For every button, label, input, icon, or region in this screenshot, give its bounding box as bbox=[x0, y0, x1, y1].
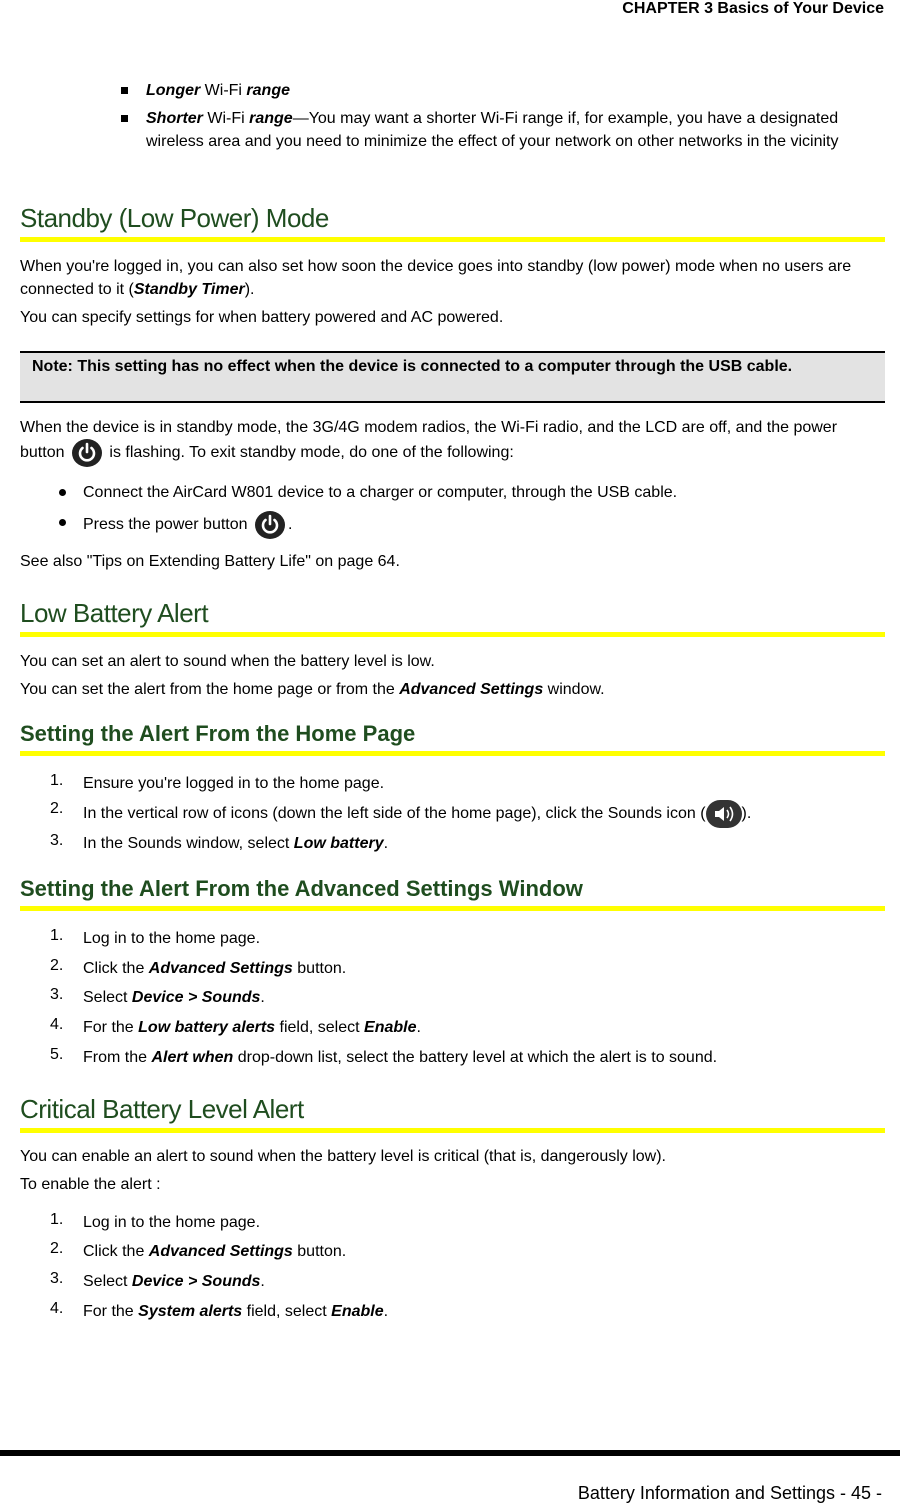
text: . bbox=[383, 1303, 389, 1320]
bold-term: Device > Sounds bbox=[131, 989, 261, 1006]
power-icon bbox=[72, 439, 102, 467]
step-number: 1. bbox=[50, 1211, 64, 1228]
home-step-3 bbox=[83, 832, 883, 855]
text: . bbox=[383, 835, 389, 852]
bullet-longer-range bbox=[146, 79, 886, 102]
bullet-dot bbox=[59, 519, 66, 526]
standby-paragraph-3 bbox=[20, 416, 880, 467]
bold-term: Alert when bbox=[151, 1049, 234, 1066]
section-rule bbox=[20, 751, 885, 756]
power-icon bbox=[255, 511, 285, 539]
text: Press the power button bbox=[83, 516, 248, 534]
step-number: 1. bbox=[50, 927, 64, 944]
step-number: 2. bbox=[50, 957, 64, 974]
crit-step-2 bbox=[83, 1240, 883, 1263]
text: When you're logged in, you can also set how soon the device goes into standby (low power) mode when no users are connected to it ( bbox=[20, 258, 852, 298]
text: button. bbox=[292, 1243, 347, 1260]
adv-step-4 bbox=[83, 1016, 883, 1039]
chapter-header: CHAPTER 3 Basics of Your Device bbox=[622, 0, 884, 17]
standby-paragraph-1 bbox=[20, 255, 880, 301]
note-box bbox=[20, 351, 885, 403]
text: From the bbox=[83, 1049, 152, 1066]
step-number: 1. bbox=[50, 772, 64, 789]
bold-term: Advanced Settings bbox=[148, 1243, 293, 1260]
standby-bullet-2 bbox=[83, 511, 883, 539]
bullet-square bbox=[121, 115, 128, 122]
low-battery-paragraph-1: You can set an alert to sound when the battery level is low. bbox=[20, 653, 435, 670]
text: . bbox=[288, 516, 293, 534]
text: field, select bbox=[242, 1303, 332, 1320]
advanced-settings-label: Advanced Settings bbox=[399, 681, 544, 698]
text: Click the bbox=[83, 1243, 149, 1260]
bullet-dot bbox=[59, 489, 66, 496]
step-number: 4. bbox=[50, 1016, 64, 1033]
note-text: Note: This setting has no effect when the device is connected to a computer through the USB cable. bbox=[32, 358, 793, 375]
adv-step-1: Log in to the home page. bbox=[83, 930, 261, 947]
step-number: 3. bbox=[50, 1270, 64, 1287]
text: In the vertical row of icons (down the left side of the home page), click the Sounds icon ( bbox=[83, 805, 706, 823]
low-battery-label: Low battery bbox=[293, 835, 384, 852]
crit-step-4 bbox=[83, 1300, 883, 1323]
adv-step-2 bbox=[83, 957, 883, 980]
text: . bbox=[260, 1273, 265, 1290]
step-number: 2. bbox=[50, 800, 64, 817]
subsection-title-home-page: Setting the Alert From the Home Page bbox=[20, 721, 416, 746]
crit-step-3 bbox=[83, 1270, 883, 1293]
bullet-text: —You may want a shorter Wi-Fi range if, for example, you have a designated wireless area and you need to minimize the effect of your network on other networks in the vicinity bbox=[146, 110, 839, 150]
bold-term: System alerts bbox=[138, 1303, 243, 1320]
bullet-bold: Shorter bbox=[146, 110, 203, 127]
standby-paragraph-2: You can specify settings for when battery powered and AC powered. bbox=[20, 309, 504, 326]
text: You can set the alert from the home page or from the bbox=[20, 681, 400, 698]
text: . bbox=[260, 989, 265, 1006]
text: In the Sounds window, select bbox=[83, 835, 294, 852]
crit-step-1: Log in to the home page. bbox=[83, 1214, 261, 1231]
subsection-title-advanced-window: Setting the Alert From the Advanced Settings Window bbox=[20, 876, 583, 901]
bold-term: Advanced Settings bbox=[148, 960, 293, 977]
sounds-icon bbox=[706, 800, 742, 828]
step-number: 4. bbox=[50, 1300, 64, 1317]
section-title-critical: Critical Battery Level Alert bbox=[20, 1094, 304, 1124]
bullet-text: Wi-Fi bbox=[202, 110, 250, 127]
critical-paragraph-2: To enable the alert : bbox=[20, 1176, 161, 1193]
text: drop-down list, select the battery level at which the alert is to sound. bbox=[233, 1049, 718, 1066]
bold-term: Enable bbox=[331, 1303, 384, 1320]
adv-step-5 bbox=[83, 1046, 883, 1069]
text: For the bbox=[83, 1019, 139, 1036]
bold-term: Enable bbox=[364, 1019, 417, 1036]
bullet-bold: Longer bbox=[146, 82, 201, 99]
page-footer: Battery Information and Settings - 45 - bbox=[577, 1483, 882, 1503]
bullet-square bbox=[121, 87, 128, 94]
standby-timer-label: Standby Timer bbox=[133, 281, 245, 298]
text: Select bbox=[83, 989, 132, 1006]
bullet-bold: range bbox=[249, 110, 293, 127]
see-also: See also "Tips on Extending Battery Life" on page 64. bbox=[20, 553, 400, 570]
bold-term: Low battery alerts bbox=[138, 1019, 276, 1036]
step-number: 5. bbox=[50, 1046, 64, 1063]
section-rule bbox=[20, 1128, 885, 1133]
home-step-2 bbox=[83, 800, 893, 828]
bullet-bold: range bbox=[246, 82, 290, 99]
text: button. bbox=[292, 960, 347, 977]
section-rule bbox=[20, 632, 885, 637]
step-number: 3. bbox=[50, 986, 64, 1003]
text: Select bbox=[83, 1273, 132, 1290]
section-title-standby: Standby (Low Power) Mode bbox=[20, 203, 329, 233]
section-rule bbox=[20, 237, 885, 242]
step-number: 2. bbox=[50, 1240, 64, 1257]
section-title-low-battery: Low Battery Alert bbox=[20, 598, 209, 628]
section-rule bbox=[20, 906, 885, 911]
home-step-1: Ensure you're logged in to the home page. bbox=[83, 775, 385, 792]
footer-rule bbox=[0, 1450, 900, 1456]
text: ). bbox=[741, 805, 752, 823]
text: . bbox=[416, 1019, 421, 1036]
low-battery-paragraph-2 bbox=[20, 678, 880, 701]
text: is flashing. To exit standby mode, do one of the following: bbox=[109, 444, 514, 462]
text: ). bbox=[244, 281, 255, 298]
bullet-shorter-range bbox=[146, 107, 886, 153]
text: Click the bbox=[83, 960, 149, 977]
standby-bullet-1: Connect the AirCard W801 device to a charger or computer, through the USB cable. bbox=[83, 484, 678, 501]
bullet-text: Wi-Fi bbox=[200, 82, 247, 99]
critical-paragraph-1: You can enable an alert to sound when the battery level is critical (that is, dangerously low). bbox=[20, 1148, 666, 1165]
text: When the device is in standby mode, the 3G/4G modem radios, the Wi-Fi radio, and the LCD are off, and the power button bbox=[20, 419, 838, 462]
adv-step-3 bbox=[83, 986, 883, 1009]
step-number: 3. bbox=[50, 832, 64, 849]
text: For the bbox=[83, 1303, 139, 1320]
bold-term: Device > Sounds bbox=[131, 1273, 261, 1290]
text: window. bbox=[543, 681, 605, 698]
text: field, select bbox=[275, 1019, 365, 1036]
